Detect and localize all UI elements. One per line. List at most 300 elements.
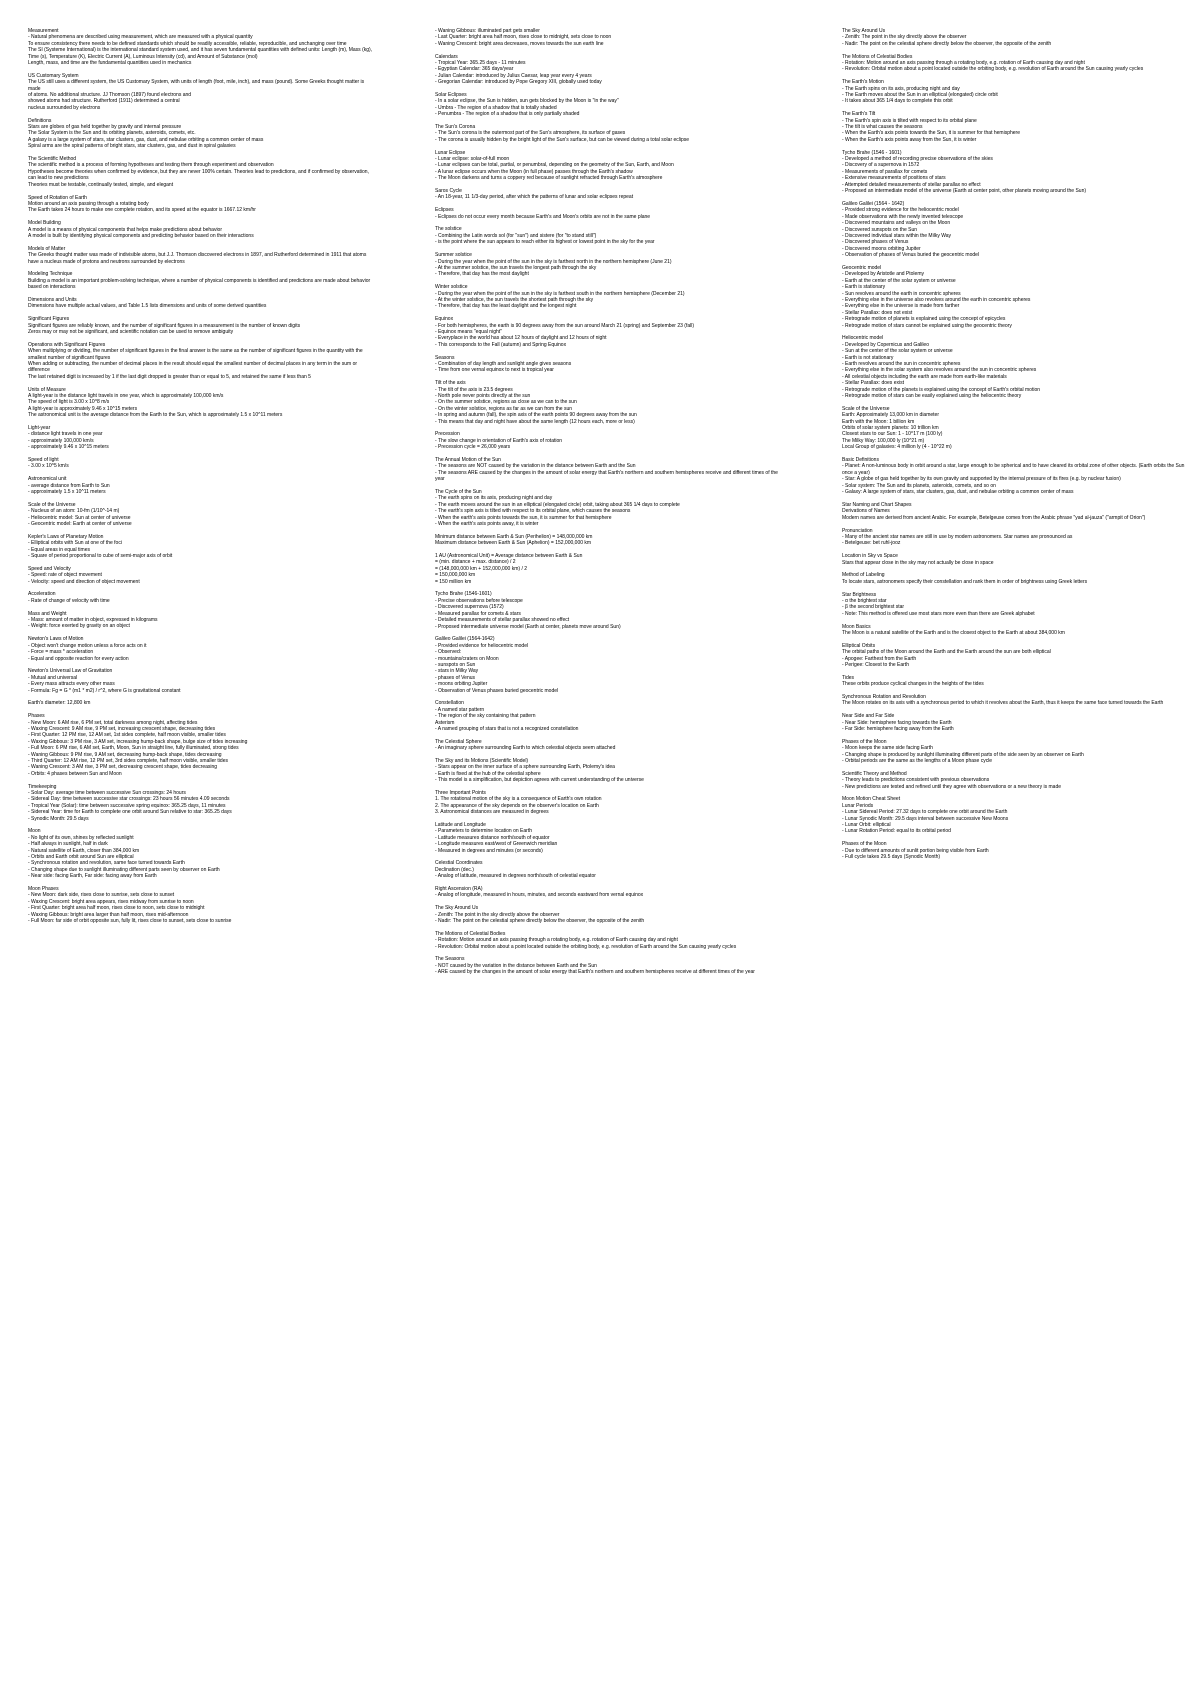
note-line: - Heliocentric model: Sun at center of universe bbox=[28, 514, 131, 521]
note-line: - distance light travels in one year bbox=[28, 431, 103, 438]
section-heading: Right Ascension (RA) bbox=[435, 886, 483, 893]
note-line: - approximately 100,000 km/s bbox=[28, 437, 94, 444]
note-section bbox=[435, 636, 780, 694]
note-line: - Lunar Orbit: elliptical bbox=[842, 822, 891, 829]
note-line: - Waning Crescent: bright area decreases, moves towards the sun earth line bbox=[435, 40, 604, 47]
note-line: - Observation of Venus phases buried geocentric model bbox=[435, 687, 559, 694]
note-line: - New Moon: 6 AM rise, 6 PM set, total darkness among night, affecting tides bbox=[28, 719, 198, 726]
note-section bbox=[28, 342, 373, 380]
note-line: - Note: This method is offered use most stars more even than there are Greek alphabet bbox=[842, 610, 1035, 617]
section-heading: Tycho Brahe (1546 - 1601) bbox=[842, 149, 902, 156]
note-section bbox=[435, 886, 780, 899]
note-line: - During the year when the point of the sun in the sky is farthest south in the northern hemisphere (December 21) bbox=[435, 290, 685, 297]
note-line: - Synchronous rotation and revolution, same face turned towards Earth bbox=[28, 860, 185, 867]
note-line: 3. Astronomical distances are measured in degrees bbox=[435, 809, 549, 816]
note-section bbox=[435, 188, 780, 201]
note-line: A model is built by identifying physical components and predicting behavior based on their interactions bbox=[28, 232, 254, 239]
note-section bbox=[435, 207, 780, 220]
column-2 bbox=[435, 28, 780, 982]
note-line: - During the year when the point of the sun in the sky is farthest north in the northern hemisphere (June 21) bbox=[435, 258, 672, 265]
note-line: - Discovered supernova (1572) bbox=[435, 604, 504, 611]
note-section bbox=[842, 796, 1187, 834]
note-line: - Earth revolves around the sun in concentric spheres bbox=[842, 361, 961, 368]
note-line: - Far Side: hemisphere facing away from the Earth bbox=[842, 725, 954, 732]
note-line: - approximately 1.5 x 10^11 meters bbox=[28, 489, 106, 496]
note-line: - Rotation: Motion around an axis passing through a rotating body, e.g. rotation of Earth causing day and night bbox=[842, 60, 1085, 67]
note-section bbox=[842, 739, 1187, 765]
section-heading: Lunar Eclipse bbox=[435, 149, 466, 156]
note-line: A light-year is the distance light travels in one year, which is approximately 100,000 km/s bbox=[28, 392, 224, 399]
section-heading: The Cycle of the Sun bbox=[435, 489, 482, 496]
note-line: - When the earth's axis points towards the sun, it is summer for that hemisphere bbox=[435, 514, 612, 521]
section-heading: Summer solstice bbox=[435, 252, 472, 259]
section-heading: The solstice bbox=[435, 226, 462, 233]
section-heading: The Celestial Sphere bbox=[435, 738, 482, 745]
note-section bbox=[435, 380, 780, 425]
note-line: - Developed a method of recording precise observations of the skies bbox=[842, 156, 993, 163]
note-line: Spiral arms are the spiral patterns of bright stars, star clusters, gas, and dust in spiral galaxies bbox=[28, 143, 236, 150]
section-heading: The Motions of Celestial Bodies bbox=[842, 53, 913, 60]
note-section bbox=[842, 201, 1187, 259]
note-line: - In spring and autumn (fall), the spin axis of the earth points 90 degrees away from the sun bbox=[435, 412, 637, 419]
note-section bbox=[842, 457, 1187, 495]
section-heading: Newton's Laws of Motion bbox=[28, 636, 84, 643]
note-line: - No light of its own, shines by reflected sunlight bbox=[28, 834, 134, 841]
note-line: - Mass: amount of matter in object, expressed in kilograms bbox=[28, 617, 158, 624]
note-line: - Betelgeuse: bet ruhl-jooz bbox=[842, 540, 901, 547]
note-line: - When the earth's axis points away, it is winter bbox=[435, 521, 539, 528]
note-line: - Formula: Fg = G * (m1 * m2) / r^2, where G is gravitational constant bbox=[28, 687, 181, 694]
note-line: The US still uses a different system, the US Customary System, with units of length (foot, mile, inch), and mass (pound). Some Greeks thought matter is made bbox=[28, 79, 366, 92]
note-line: - Retrograde motion of the planets is explained using the concept of Earth's orbital motion bbox=[842, 386, 1041, 393]
note-line: - Umbra - The region of a shadow that is totally shaded bbox=[435, 104, 557, 111]
note-line: - Combining the Latin words sol (for "sun") and sistere (for "to stand still") bbox=[435, 232, 597, 239]
section-heading: Moon Basics bbox=[842, 623, 871, 630]
section-heading: Star Naming and Chart Shapes bbox=[842, 501, 912, 508]
note-section bbox=[842, 592, 1187, 618]
note-line: - At the summer solstice, the sun travels the longest path through the sky bbox=[435, 264, 597, 271]
note-line: - Lunar eclipses can be total, partial, or penumbral, depending on the geometry of the Sun, Earth, and Moon bbox=[435, 162, 674, 169]
note-line: - Object won't change motion unless a force acts on it bbox=[28, 642, 147, 649]
note-line: The orbital paths of the Moon around the Earth and the Earth around the sun are both elliptical bbox=[842, 649, 1051, 656]
note-line: - Stars appear on the inner surface of a sphere surrounding Earth, Ptolemy's idea bbox=[435, 764, 615, 771]
note-line: - Waxing Gibbous: bright area larger than half moon, rises mid-afternoon bbox=[28, 911, 189, 918]
note-line: Length, mass, and time are the fundamental quantities used in mechanics bbox=[28, 60, 192, 67]
note-section bbox=[28, 156, 373, 188]
note-line: - Made observations with the newly invented telescope bbox=[842, 213, 964, 220]
note-line: - Tropical Year (Solar): time between successive spring equinox: 365.25 days, 11 minutes bbox=[28, 802, 226, 809]
note-section bbox=[435, 931, 780, 950]
note-line: The Moon rotates on its axis with a synchronous period to which it revolves about the Earth, thus it keeps the same face turned towards the Earth bbox=[842, 700, 1164, 707]
note-line: Building a model is an important problem-solving technique, where a number of physical components is identified and predictions are made about behavior based on interactions bbox=[28, 277, 372, 291]
note-line: - The Moon darkens and turns a coppery red because of sunlight refracted through Earth's atmosphere bbox=[435, 175, 663, 182]
note-line: Derivations of Names bbox=[842, 508, 890, 515]
note-line: A galaxy is a large system of stars, star clusters, gas, dust, and nebulae orbiting a common center of mass bbox=[28, 136, 264, 143]
note-line: - Square of period proportional to cube of semi-major axis of orbit bbox=[28, 553, 173, 560]
note-line: - Synodic Month: 29.5 days bbox=[28, 815, 89, 822]
note-line: - Waning Gibbous: illuminated part gets smaller bbox=[435, 28, 540, 34]
note-section bbox=[28, 591, 373, 604]
note-line: - Measurements of parallax for comets bbox=[842, 168, 928, 175]
column-3 bbox=[842, 28, 1187, 867]
note-section bbox=[842, 553, 1187, 566]
note-section bbox=[842, 28, 1187, 47]
note-line: Stars are globes of gas held together by gravity and internal pressure bbox=[28, 124, 182, 131]
note-section bbox=[842, 54, 1187, 73]
note-line: The Milky Way: 100,000 ly (10^21 m) bbox=[842, 437, 925, 444]
note-line: - Proposed intermediate universe model (Earth at center, planets move around Sun) bbox=[435, 623, 621, 630]
note-line: - Solar Day: average time between successive Sun crossings: 24 hours bbox=[28, 789, 186, 796]
section-heading: Astronomical unit bbox=[28, 476, 67, 483]
note-line: - Natural phenomena are described using measurement, which are measured with a physical quantity bbox=[28, 34, 253, 41]
note-line: - Full cycle takes 29.5 days (Synodic Month) bbox=[842, 854, 941, 861]
note-line: - Rate of change of velocity with time bbox=[28, 597, 110, 604]
note-line: - An 18-year, 11 1/3-day period, after which the patterns of lunar and solar eclipses repeat bbox=[435, 194, 634, 201]
note-line: - sunspots on Sun bbox=[435, 661, 476, 668]
note-line: - Half always in sunlight, half in dark bbox=[28, 841, 108, 848]
note-line: - Provided strong evidence for the heliocentric model bbox=[842, 207, 959, 214]
note-line: - Developed by Aristotle and Ptolemy bbox=[842, 271, 924, 278]
note-line: - is the point where the sun appears to reach either its highest or lowest point in the sky for the year bbox=[435, 239, 655, 246]
note-section bbox=[28, 425, 373, 451]
note-line: - The region of the sky containing that pattern bbox=[435, 713, 536, 720]
note-section bbox=[28, 566, 373, 585]
section-heading: Constellation bbox=[435, 700, 464, 707]
section-heading: Heliocentric model bbox=[842, 335, 884, 342]
note-line: - Therefore, that day has the least daylight and the longest night bbox=[435, 303, 577, 310]
note-line: - North pole never points directly at the sun bbox=[435, 392, 531, 399]
section-heading: Method of Labeling bbox=[842, 572, 885, 579]
note-line: 2. The appearance of the sky depends on the observer's location on Earth bbox=[435, 802, 599, 809]
note-section bbox=[435, 956, 780, 975]
section-heading: Moon bbox=[28, 828, 41, 835]
section-heading: Synchronous Rotation and Revolution bbox=[842, 693, 926, 700]
note-line: - Gregorian Calendar: introduced by Pope Gregory XIII, globally used today bbox=[435, 79, 602, 86]
note-section bbox=[435, 489, 780, 527]
section-heading: The Annual Motion of the Sun bbox=[435, 457, 501, 463]
note-line: - The earth spins on its axis, producing night and day bbox=[435, 495, 553, 502]
note-section bbox=[435, 905, 780, 924]
section-heading: Units of Measure bbox=[28, 386, 66, 393]
note-line: - Nadir: The point on the celestial sphere directly below the observer, the opposite of the zenith bbox=[435, 918, 645, 925]
note-line: Asterism bbox=[435, 719, 455, 726]
note-section bbox=[842, 713, 1187, 732]
note-line: To locate stars, astronomers specify their constellation and rank them in order of brightness using Greek letters bbox=[842, 578, 1088, 585]
note-line: - A lunar eclipse occurs when the Moon (in full phase) passes through the Earth's shadow bbox=[435, 168, 633, 175]
note-line: Declination (dec.) bbox=[435, 866, 474, 873]
note-line: - Egyptian Calendar: 365 days/year bbox=[435, 66, 514, 73]
note-line: - An imaginary sphere surrounding Earth to which celestial objects seem attached bbox=[435, 745, 616, 752]
note-line: - Every mass attracts every other mass bbox=[28, 681, 115, 688]
note-section bbox=[28, 886, 373, 924]
note-line: - It takes about 365 1/4 days to complete this orbit bbox=[842, 98, 953, 105]
note-line: - Moon keeps the same side facing Earth bbox=[842, 745, 933, 752]
note-line: - The Earth's spin axis is tilted with respect to its orbital plane bbox=[842, 117, 977, 124]
note-section bbox=[842, 624, 1187, 637]
note-line: The speed of light is 3.00 x 10^8 m/s bbox=[28, 399, 110, 406]
note-section bbox=[842, 694, 1187, 707]
note-line: - Observation of phases of Venus buried the geocentric model bbox=[842, 252, 980, 259]
note-section bbox=[435, 226, 780, 245]
note-line: = 150,000,000 km bbox=[435, 572, 476, 579]
note-line: Local Group of galaxies: 4 million ly (4 - 10^22 m) bbox=[842, 444, 952, 451]
section-heading: Celestial Coordinates bbox=[435, 860, 483, 867]
note-line: - Lunar Sidereal Period: 27.32 days to complete one orbit around the Earth bbox=[842, 809, 1008, 816]
note-line: - Parameters to determine location on Earth bbox=[435, 828, 532, 835]
note-line: - Earth is stationary bbox=[842, 284, 886, 291]
section-heading: Phases bbox=[28, 713, 45, 720]
note-line: A model is a means of physical components that helps make predictions about behavior bbox=[28, 226, 222, 233]
note-line: - Many of the ancient star names are still in use by modern astronomers. Star names are pronounced as bbox=[842, 533, 1073, 540]
note-section bbox=[28, 297, 373, 310]
note-line: - Retrograde motion of stars can be easily explained using the heliocentric theory bbox=[842, 393, 1022, 400]
note-line: - mountains/craters on Moon bbox=[435, 655, 499, 662]
section-heading: Star Brightness bbox=[842, 591, 877, 598]
note-line: When adding or subtracting, the number of decimal places in the result should equal the smallest number of decimal places in any term in the sum or difference bbox=[28, 360, 359, 374]
note-line: - Equinox means "equal night" bbox=[435, 328, 502, 335]
note-line: - Precession cycle = 26,000 years bbox=[435, 444, 511, 451]
note-section bbox=[435, 758, 780, 784]
note-line: - Solar system: The Sun and its planets, asteroids, comets, and so on bbox=[842, 482, 996, 489]
section-heading: Geocentric model bbox=[842, 264, 882, 271]
note-section bbox=[28, 700, 373, 706]
note-line: - Analog of latitude, measured in degrees north/south of celestial equator bbox=[435, 873, 596, 880]
note-line: Orbits of solar system planets: 10 trillion km bbox=[842, 425, 939, 432]
note-line: - approximately 9.46 x 10^15 meters bbox=[28, 444, 109, 451]
section-heading: Winter solstice bbox=[435, 284, 468, 291]
note-line: - The Earth moves about the Sun in an elliptical (elongated) circle orbit bbox=[842, 92, 998, 99]
note-line: - Planet: A non-luminous body in orbit around a star, large enough to be spherical and to have cleared its orbital zone of other objects. (Earth orbits the Sun once a year) bbox=[842, 463, 1186, 476]
note-line: The Earth takes 24 hours to make one complete rotation, and its speed at the equator is 1667.12 km/hr bbox=[28, 207, 256, 214]
note-line: Significant figures are reliably known, and the number of significant figures in a measurement is the number of known digits bbox=[28, 322, 301, 329]
note-line: - New Moon: dark side, rises close to sunrise, sets close to sunset bbox=[28, 892, 175, 899]
note-line: - Everyplace in the world has about 12 hours of daylight and 12 hours of night bbox=[435, 335, 607, 342]
note-section bbox=[842, 572, 1187, 585]
note-line: - Time from one vernal equinox to next is tropical year bbox=[435, 367, 554, 374]
note-line: Earth: Approximately 13,000 km in diameter bbox=[842, 412, 939, 419]
note-line: - Orbits: 4 phases between Sun and Moon bbox=[28, 770, 122, 777]
section-heading: Moon Phases bbox=[28, 886, 59, 893]
note-line: These orbits produce cyclical changes in the heights of the tides bbox=[842, 681, 984, 688]
note-line: - This model is a simplification, but depiction agrees with current understanding of the universe bbox=[435, 777, 644, 784]
section-heading: Equinox bbox=[435, 316, 454, 323]
note-section bbox=[435, 284, 780, 310]
section-heading: The Seasons bbox=[435, 956, 465, 963]
note-section bbox=[28, 784, 373, 822]
note-section bbox=[435, 252, 780, 278]
section-heading: The Sky Around Us bbox=[842, 28, 886, 34]
note-line: - A named star pattern bbox=[435, 706, 485, 713]
note-line: - Latitude measures distance north/south of equator bbox=[435, 834, 550, 841]
note-line: - Waxing Crescent: 9 AM rise, 9 PM set, increasing crescent shape, decreasing tides bbox=[28, 725, 216, 732]
note-section bbox=[842, 502, 1187, 521]
note-line: - Geocentric model: Earth at center of universe bbox=[28, 521, 132, 528]
note-line: Minimum distance between Earth & Sun (Perihelion) = 148,000,000 km bbox=[435, 533, 593, 540]
note-section bbox=[435, 124, 780, 143]
note-line: - Therefore, that day has the most daylight bbox=[435, 271, 529, 278]
note-section bbox=[435, 431, 780, 450]
note-line: A light-year is approximately 9.46 x 10^15 meters bbox=[28, 405, 138, 412]
note-line: Hypotheses become theories when confirmed by evidence, but they are never 100% certain. Theories lead to predictions, and if confirmed by observation, can lead to new predictions bbox=[28, 168, 371, 182]
note-section bbox=[842, 643, 1187, 669]
section-heading: Phases of the Moon bbox=[842, 738, 887, 745]
note-line: - Attempted detailed measurements of stellar parallax no effect bbox=[842, 181, 981, 188]
note-line: - 3.00 x 10^5 km/s bbox=[28, 463, 69, 470]
section-heading: The Sun's Corona bbox=[435, 124, 476, 131]
note-line: - The seasons are NOT caused by the variation in the distance between Earth and the Sun bbox=[435, 463, 636, 470]
note-line: - All celestial objects including the earth are made from earth-like materials bbox=[842, 373, 1007, 380]
note-section bbox=[28, 246, 373, 265]
note-line: Stars that appear close in the sky may not actually be close in space bbox=[842, 559, 994, 566]
note-section bbox=[28, 668, 373, 694]
note-section bbox=[28, 611, 373, 630]
note-line: - Discovered sunspots on the Sun bbox=[842, 226, 918, 233]
note-section bbox=[28, 534, 373, 560]
note-line: - Detailed measurements of stellar parallax showed no effect bbox=[435, 617, 570, 624]
note-line: - The seasons ARE caused by the changes in the amount of solar energy that Earth's northern and southern hemispheres receive and different times of the year bbox=[435, 469, 780, 483]
note-line: - Discovered mountains and valleys on the Moon bbox=[842, 220, 951, 227]
note-line: - Earth is fixed at the hub of the celestial sphere bbox=[435, 770, 541, 777]
section-heading: Galileo Galilei (1564-1642) bbox=[435, 636, 495, 643]
note-line: - The tilt of the axis is 23.5 degrees bbox=[435, 386, 513, 393]
section-heading: The Scientific Method bbox=[28, 156, 77, 163]
note-line: - Extensive measurements of positions of stars bbox=[842, 175, 946, 182]
note-line: - Near Side: hemisphere facing towards the Earth bbox=[842, 719, 952, 726]
note-section bbox=[842, 406, 1187, 451]
note-section bbox=[28, 220, 373, 239]
section-heading: Kepler's Laws of Planetary Motion bbox=[28, 533, 104, 540]
note-line: - Longitude measures east/west of Greenwich meridian bbox=[435, 841, 558, 848]
note-line: Zeros may or may not be significant, and scientific notation can be used to remove ambiguity bbox=[28, 328, 234, 335]
section-heading: Galileo Galilei (1564 - 1642) bbox=[842, 200, 905, 207]
note-line: showed atoms had structure. Rutherford (1911) determined a central bbox=[28, 98, 180, 105]
note-line: - Orbits and Earth orbit around Sun are elliptical bbox=[28, 854, 134, 861]
section-heading: Timekeeping bbox=[28, 783, 57, 790]
note-line: - Theory leads to predictions consistent with previous observations bbox=[842, 777, 990, 784]
note-line: - Full Moon: far side of orbit opposite sun, fully lit, rises close to sunset, sets close to sunrise bbox=[28, 918, 232, 925]
section-heading: Solar Eclipses bbox=[435, 92, 467, 99]
note-section bbox=[28, 271, 373, 290]
section-heading: Mass and Weight bbox=[28, 610, 67, 617]
note-line: - Speed: rate of object movement bbox=[28, 572, 102, 579]
note-line: The Solar System is the Sun and its orbiting planets, asteroids, comets, etc. bbox=[28, 130, 196, 137]
section-heading: Modeling Technique bbox=[28, 271, 73, 278]
section-heading: Scale of the Universe bbox=[842, 405, 890, 412]
note-line: The SI (Systeme International) is the international standard system used, and it has seven fundamental quantities with defined units: Length (m), Mass (kg), Time (s), Temperature (K), Electric Current (A), Luminous Intensity (cd), and Amount of Substance (mol) bbox=[28, 47, 374, 60]
note-line: - Discovered individual stars within the Milky Way bbox=[842, 232, 952, 239]
note-line: - Force = mass * acceleration bbox=[28, 649, 94, 656]
note-section bbox=[28, 828, 373, 879]
note-line: - When the Earth's axis points away from the Sun, it is winter bbox=[842, 136, 977, 143]
section-heading: Tilt of the axis bbox=[435, 380, 466, 387]
note-line: The astronomical unit is the average distance from the Earth to the Sun, which is approximately 1.5 x 10^11 meters bbox=[28, 412, 283, 419]
note-section bbox=[435, 534, 780, 547]
note-section bbox=[28, 316, 373, 335]
note-line: Theories must be testable, continually tested, simple, and elegant bbox=[28, 181, 174, 188]
note-section bbox=[842, 841, 1187, 860]
section-heading: Models of Matter bbox=[28, 245, 66, 252]
note-line: - Earth is not stationary bbox=[842, 354, 894, 361]
section-heading: Newton's Universal Law of Gravitation bbox=[28, 668, 113, 675]
note-line: - Sun revolves around the earth in concentric spheres bbox=[842, 290, 961, 297]
note-line: - At the winter solstice, the sun travels the shortest path through the sky bbox=[435, 296, 594, 303]
note-line: - Equal and opposite reaction for every action bbox=[28, 655, 129, 662]
note-line: - Everything else in the universe is made from farther bbox=[842, 303, 960, 310]
section-heading: Basic Definitions bbox=[842, 457, 879, 464]
note-line: - Precise observations before telescope bbox=[435, 597, 523, 604]
section-heading: Speed and Velocity bbox=[28, 565, 71, 572]
section-heading: Light-year bbox=[28, 425, 51, 431]
note-section bbox=[842, 265, 1187, 329]
section-heading: Definitions bbox=[28, 117, 52, 124]
note-line: - The tilt is what causes the seasons bbox=[842, 124, 923, 131]
section-heading: Measurement bbox=[28, 28, 59, 34]
note-section bbox=[435, 553, 780, 585]
note-line: - NOT caused by the variation in the distance between Earth and the Sun bbox=[435, 962, 597, 969]
note-line: - Penumbra - The region of a shadow that is only partially shaded bbox=[435, 111, 580, 118]
note-line: - Retrograde motion of stars cannot be explained using the geocentric theory bbox=[842, 322, 1012, 329]
section-heading: Three Important Points bbox=[435, 789, 486, 796]
note-line: = 150 million km bbox=[435, 578, 472, 585]
section-heading: US Customary System bbox=[28, 72, 79, 79]
note-line: - Retrograde motion of planets is explained using the concept of epicycles bbox=[842, 316, 1006, 323]
note-line: - Waxing Crescent: bright area appears, rises midway from sunrise to noon bbox=[28, 898, 194, 905]
note-line: - Rotation: Motion around an axis passing through a rotating body, e.g. rotation of Earth causing day and night bbox=[435, 937, 678, 944]
section-heading: Model Building bbox=[28, 220, 61, 227]
note-line: - Sun at the center of the solar system or universe bbox=[842, 348, 953, 355]
note-line: - Analog of longitude, measured in hours, minutes, and seconds eastward from vernal equinox bbox=[435, 892, 644, 899]
note-section bbox=[28, 636, 373, 662]
note-section bbox=[28, 73, 373, 111]
note-line: - Apogee: Farthest from the Earth bbox=[842, 655, 917, 662]
section-heading: The Sky and its Motions (Scientific Model) bbox=[435, 757, 529, 764]
note-line: - Nadir: The point on the celestial sphere directly below the observer, the opposite of the zenith bbox=[842, 40, 1052, 47]
note-line: - This corresponds to the Fall (autumn) and Spring Equinox bbox=[435, 341, 567, 348]
section-heading: Tides bbox=[842, 674, 855, 681]
note-line: - Tropical Year: 365.25 days - 11 minutes bbox=[435, 60, 526, 67]
section-heading: Calendars bbox=[435, 53, 458, 60]
section-heading: Significant Figures bbox=[28, 316, 70, 323]
section-heading: Latitude and Longitude bbox=[435, 822, 486, 828]
note-line: - Developed by Copernicus and Galileo bbox=[842, 341, 929, 348]
note-line: - average distance from Earth to Sun bbox=[28, 482, 110, 489]
section-heading: Tycho Brahe (1546-1601) bbox=[435, 591, 492, 598]
note-section bbox=[435, 54, 780, 86]
note-line: - Discovered phases of Venus bbox=[842, 239, 909, 246]
note-line: - Everything else in the solar system also revolves around the sun in concentric spheres bbox=[842, 367, 1037, 374]
section-heading: Seasons bbox=[435, 354, 455, 361]
note-section bbox=[28, 457, 373, 470]
note-line: - Natural satellite of Earth, closer than 384,000 km bbox=[28, 847, 140, 854]
note-section bbox=[435, 92, 780, 118]
note-line: - Lunar eclipse: solar-of-full moon bbox=[435, 156, 510, 163]
note-line: - The Sun's corona is the outermost part of the Sun's atmosphere, its surface of gases bbox=[435, 130, 626, 137]
note-section bbox=[28, 713, 373, 777]
note-section bbox=[842, 675, 1187, 688]
note-line: - Due to different amounts of sunlit portion being visible from Earth bbox=[842, 847, 989, 854]
note-line: - Stellar Parallax: does exist bbox=[842, 380, 904, 387]
note-section bbox=[842, 771, 1187, 790]
note-line: - Last Quarter: bright area half moon, rises close to midnight, sets close to noon bbox=[435, 34, 612, 41]
note-line: - Galaxy: A large system of stars, star clusters, gas, dust, and nebulae orbiting a common center of mass bbox=[842, 489, 1074, 496]
note-line: - Revolution: Orbital motion about a point located outside the orbiting body, e.g. revolution of Earth around the Sun causing yearly cycles bbox=[435, 943, 737, 950]
note-line: - Perigee: Closest to the Earth bbox=[842, 661, 909, 668]
note-line: - Observed: bbox=[435, 649, 462, 656]
note-line: Modern names are derived from ancient Arabic. For example, Betelgeuse comes from the Arabic phrase "yad al-jauza" ("armpit of Orion") bbox=[842, 514, 1146, 521]
note-line: of atoms. No additional structure. JJ Thomson (1897) found electrons and bbox=[28, 92, 192, 99]
note-line: - Combination of day length and sunlight angle gives seasons bbox=[435, 360, 572, 367]
note-line: Lunar Periods bbox=[842, 802, 874, 809]
